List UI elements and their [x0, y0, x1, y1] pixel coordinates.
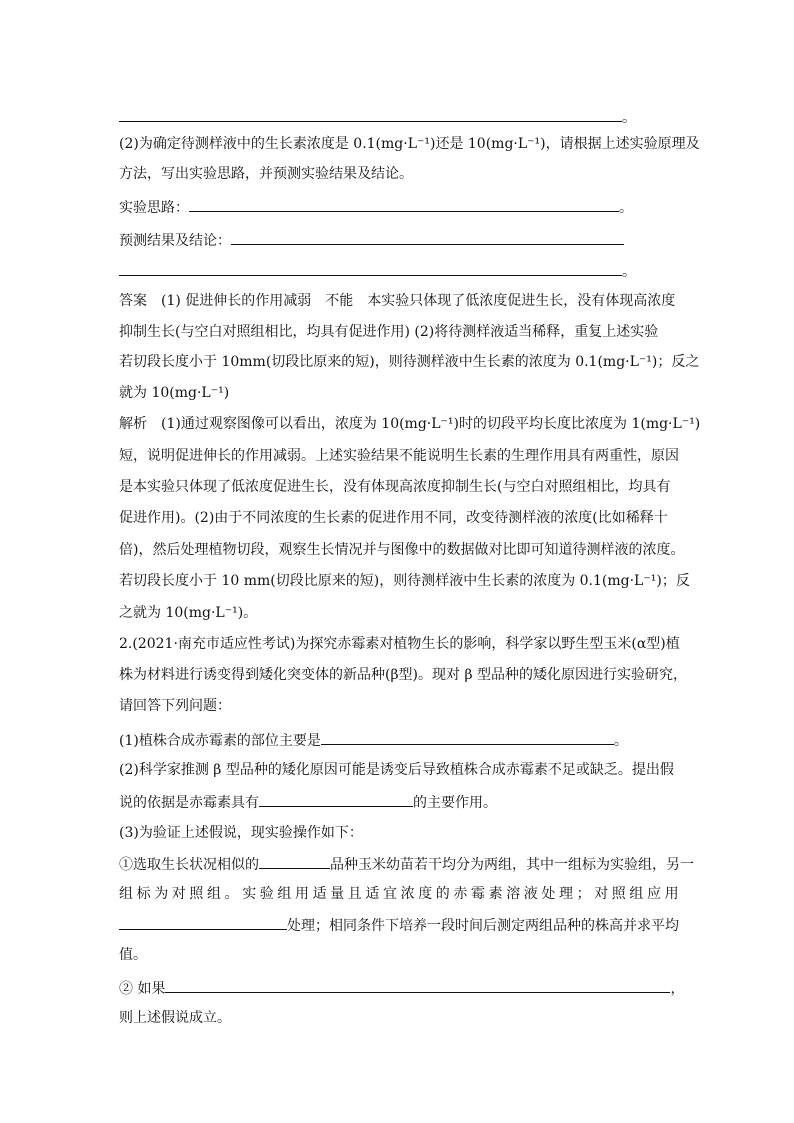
- predict-label: 预测结果及结论：: [119, 233, 231, 249]
- analysis-line-3: 是本实验只体现了低浓度促进生长，没有体现高浓度抑制生长(与空白对照组相比，均具有: [119, 479, 671, 495]
- sub2-line-1: (2)科学家推测 β 型品种的矮化原因可能是诱变后导致植株合成赤霉素不足或缺乏。提出假: [119, 762, 674, 778]
- sub3-line-2: ①选取生长状况相似的 品种玉米幼苗若干均分为两组，其中一组标为实验组，另一: [119, 853, 679, 875]
- sub1-line: (1)植株合成赤霉素的部位主要是 。: [119, 729, 679, 751]
- idea-label: 实验思路：: [119, 200, 189, 216]
- sub3-line-7: 则上述假说成立。: [119, 1010, 231, 1026]
- analysis-line-2: 短，说明促进伸长的作用减弱。上述实验结果不能说明生长素的生理作用具有两重性，原因: [119, 448, 679, 464]
- answer-line-1: 答案 (1) 促进伸长的作用减弱 不能 本实验只体现了低浓度促进生长，没有体现高浓度: [119, 293, 676, 309]
- answer-blank[interactable]: [119, 106, 622, 122]
- answer-label: 答案: [119, 293, 147, 309]
- sub3-line-6: ② 如果 ，: [119, 977, 679, 999]
- idea-line: 实验思路： 。: [119, 196, 679, 218]
- q2-prompt-line-1: (2)为确定待测样液中的生长素浓度是 0.1(mg·L⁻¹)还是 10(mg·L⁻¹)，请根据上述实验原理及: [119, 136, 700, 152]
- sub3-line-3: 组标为对照组。实验组用适量且适宜浓度的赤霉素溶液处理；对照组应用: [119, 886, 683, 902]
- sub3-line-4: 处理；相同条件下培养一段时间后测定两组品种的株高并求平均: [119, 914, 679, 936]
- analysis-line-4: 促进作用)。(2)由于不同浓度的生长素的促进作用不同，改变待测样液的浓度(比如稀释十: [119, 510, 668, 526]
- answer-line-3: 若切段长度小于 10mm(切段比原来的短)，则待测样液中生长素的浓度为 0.1(mg·L⁻¹)；反之: [119, 354, 700, 370]
- analysis-line-1: 解析 (1)通过观察图像可以看出，浓度为 10(mg·L⁻¹)时的切段平均长度比浓度为 1(mg·L⁻¹): [119, 416, 701, 432]
- answer-line-2: 抑制生长(与空白对照组相比，均具有促进作用) (2)将待测样液适当稀释，重复上述实验: [119, 324, 659, 340]
- idea-blank[interactable]: [189, 196, 619, 212]
- answer-line-4: 就为 10(mg·L⁻¹): [119, 385, 230, 401]
- sub1-blank[interactable]: [321, 729, 614, 745]
- variety-blank[interactable]: [259, 853, 330, 869]
- analysis-label: 解析: [119, 416, 147, 432]
- predict-line-2: 。: [119, 260, 679, 282]
- sub2-blank[interactable]: [259, 791, 413, 807]
- q-2-line-1: 2.(2021·南充市适应性考试)为探究赤霉素对植物生长的影响，科学家以野生型玉米(α型)植: [119, 636, 680, 652]
- control-treatment-blank[interactable]: [119, 914, 287, 930]
- q-2-line-2: 株为材料进行诱变得到矮化突变体的新品种(β型)。现对 β 型品种的矮化原因进行实验研究，: [119, 667, 688, 683]
- predict-blank[interactable]: [231, 229, 624, 245]
- analysis-line-6: 若切段长度小于 10 mm(切段比原来的短)，则待测样液中生长素的浓度为 0.1(mg·L⁻¹)；反: [119, 573, 690, 589]
- condition-blank[interactable]: [165, 977, 670, 993]
- q-2-line-3: 请回答下列问题：: [119, 698, 231, 714]
- analysis-line-7: 之就为 10(mg·L⁻¹)。: [119, 605, 258, 621]
- q1-tail-line: 。: [119, 106, 679, 128]
- sub3-line-5: 值。: [119, 947, 147, 963]
- sub2-line-2: 说的依据是赤霉素具有 的主要作用。: [119, 791, 679, 813]
- sub3-line-1: (3)为验证上述假说，现实验操作如下：: [119, 825, 363, 841]
- q2-prompt-line-2: 方法，写出实验思路，并预测实验结果及结论。: [119, 166, 413, 182]
- predict-blank-2[interactable]: [119, 260, 622, 276]
- predict-line: [119, 229, 679, 251]
- analysis-line-5: 倍)，然后处理植物切段，观察生长情况并与图像中的数据做对比即可知道待测样液的浓度。: [119, 542, 685, 558]
